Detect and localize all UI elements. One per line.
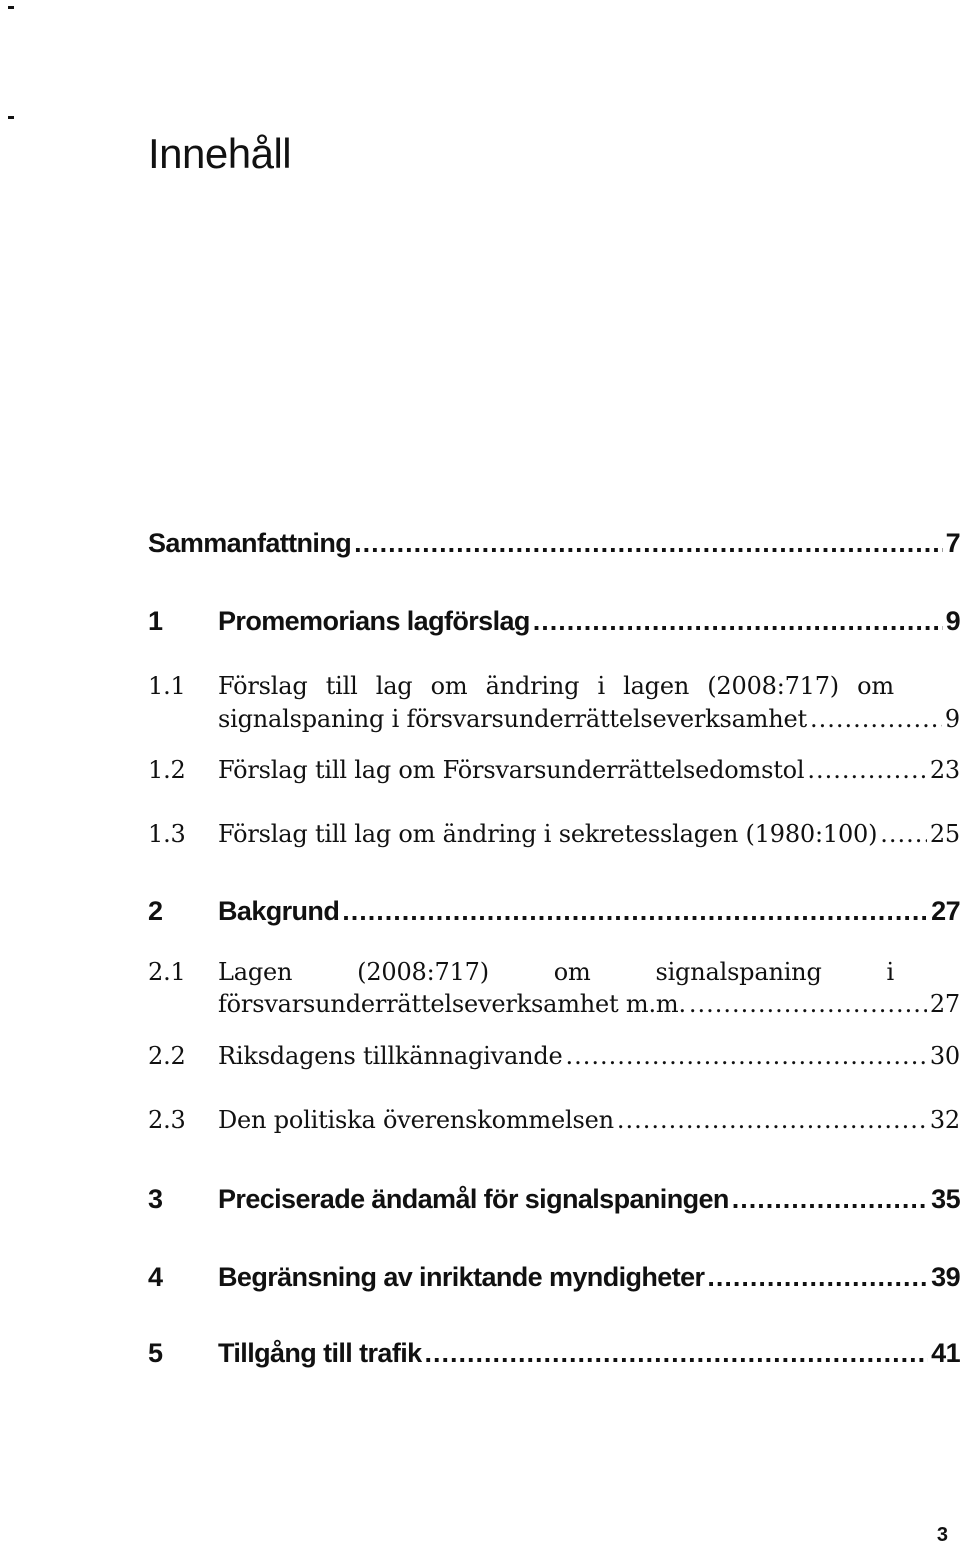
toc-entry-number: 2.1	[148, 958, 186, 986]
toc-entry-section-2-2[interactable]	[218, 1042, 960, 1070]
toc-entry-number: 2.3	[148, 1106, 186, 1134]
toc-entry-chapter-3[interactable]	[218, 1184, 960, 1215]
toc-entry-title: signalspaning i försvarsunderrättelseverksamhet	[218, 705, 807, 733]
toc-entry-section-1-2[interactable]	[218, 756, 960, 784]
leader-dots	[689, 990, 927, 1018]
toc-entry-title: Sammanfattning	[148, 528, 352, 558]
toc-entry-word: Förslag	[218, 672, 308, 700]
leader-dots	[707, 1262, 928, 1293]
leader-dots	[354, 528, 942, 559]
toc-entry-page: 7	[945, 528, 960, 558]
toc-entry-title: Förslag till lag om Försvarsunderrättelsedomstol	[218, 756, 805, 784]
toc-entry-number: 3	[148, 1184, 163, 1214]
toc-entry-number: 2	[148, 896, 163, 926]
toc-entry-word: till	[325, 672, 358, 700]
toc-entry-page: 27	[929, 990, 960, 1018]
toc-entry-section-1-1-cont[interactable]	[218, 705, 960, 733]
toc-entry-word: (2008:717)	[357, 958, 489, 986]
toc-entry-number: 1	[148, 606, 163, 636]
toc-entry-word: lagen	[623, 672, 690, 700]
toc-entry-section-1-3[interactable]	[218, 820, 960, 848]
toc-entry-title: Tillgång till trafik	[218, 1338, 422, 1368]
toc-entry-page: 9	[945, 606, 960, 636]
toc-entry-chapter-1[interactable]	[218, 606, 960, 637]
toc-entry-page: 30	[929, 1042, 960, 1070]
toc-entry-title: försvarsunderrättelseverksamhet m.m.	[218, 990, 686, 1018]
toc-entry-page: 41	[931, 1338, 960, 1368]
toc-entry-page: 39	[931, 1262, 960, 1292]
leader-dots	[880, 820, 927, 848]
toc-entry-chapter-2[interactable]	[218, 896, 960, 927]
toc-entry-number: 1.3	[148, 820, 186, 848]
toc-entry-word: Lagen	[218, 958, 293, 986]
page-title: Innehåll	[148, 130, 292, 177]
leader-dots	[617, 1106, 927, 1134]
toc-entry-chapter-5[interactable]	[218, 1338, 960, 1369]
leader-dots	[810, 705, 942, 733]
toc-entry-section-2-3[interactable]	[218, 1106, 960, 1134]
toc-entry-word: om	[553, 958, 591, 986]
toc-entry-number: 1.1	[148, 672, 186, 700]
leader-dots	[732, 1184, 928, 1215]
toc-entry-page: 35	[931, 1184, 960, 1214]
toc-entry-word: signalspaning	[655, 958, 822, 986]
leader-dots	[566, 1042, 927, 1070]
scan-mark	[8, 116, 14, 119]
toc-entry-section-1-1[interactable]	[218, 672, 894, 700]
toc-entry-word: (2008:717)	[707, 672, 839, 700]
toc-entry-section-2-1[interactable]	[218, 958, 894, 986]
toc-entry-title: Riksdagens tillkännagivande	[218, 1042, 563, 1070]
toc-entry-title: Förslag till lag om ändring i sekretesslagen (1980:100)	[218, 820, 878, 848]
toc-entry-section-2-1-cont[interactable]	[218, 990, 960, 1018]
toc-entry-title: Preciserade ändamål för signalspaningen	[218, 1184, 729, 1214]
toc-entry-title: Begränsning av inriktande myndigheter	[218, 1262, 705, 1292]
leader-dots	[533, 606, 943, 637]
toc-entry-title: Promemorians lagförslag	[218, 606, 530, 636]
toc-entry-number: 5	[148, 1338, 163, 1368]
toc-entry-title: Bakgrund	[218, 896, 340, 926]
toc-entry-chapter-4[interactable]	[218, 1262, 960, 1293]
leader-dots	[807, 756, 926, 784]
toc-entry-page: 27	[931, 896, 960, 926]
toc-entry-word: i	[597, 672, 605, 700]
toc-entry-word: om	[857, 672, 894, 700]
toc-entry-word: om	[430, 672, 468, 700]
toc-entry-word: i	[886, 958, 894, 986]
page-number: 3	[936, 1524, 948, 1546]
toc-entry-number: 2.2	[148, 1042, 186, 1070]
toc-entry-number: 4	[148, 1262, 163, 1292]
leader-dots	[342, 896, 928, 927]
toc-entry-page: 32	[929, 1106, 960, 1134]
toc-entry-title: Den politiska överenskommelsen	[218, 1106, 614, 1134]
toc-entry-page: 9	[944, 705, 960, 733]
toc-entry-number: 1.2	[148, 756, 186, 784]
leader-dots	[425, 1338, 929, 1369]
toc-entry-word: ändring	[485, 672, 580, 700]
toc-entry-sammanfattning[interactable]	[148, 528, 960, 559]
toc-entry-page: 23	[929, 756, 960, 784]
toc-entry-page: 25	[929, 820, 960, 848]
scan-mark	[8, 6, 14, 9]
toc-entry-word: lag	[375, 672, 413, 700]
